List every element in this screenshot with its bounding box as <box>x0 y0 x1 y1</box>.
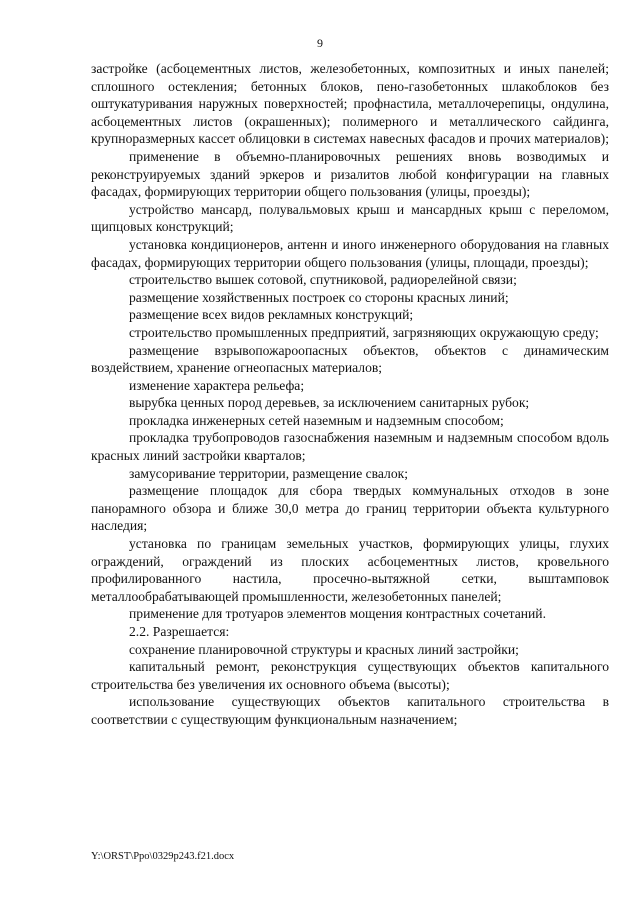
paragraph: строительство вышек сотовой, спутниковой, радиорелейной связи; <box>129 272 517 288</box>
paragraph: применение в объемно-планировочных решениях вновь возводимых и реконструируемых зданий эркеров и ризалитов любой конфигурации на главных фасадах, формирующих территории общего пользования (улицы, проезды); <box>91 148 609 200</box>
paragraph: размещение всех видов рекламных конструкций; <box>129 307 414 323</box>
paragraph: использование существующих объектов капитального строительства в соответствии с существующим функциональным назначением; <box>91 694 609 727</box>
document-body <box>91 60 609 729</box>
paragraph: сохранение планировочной структуры и красных линий застройки; <box>129 641 519 657</box>
paragraph: установка кондиционеров, антенн и иного инженерного оборудования на главных фасадах, формирующих территории общего пользования (улицы, площади, проезды); <box>91 236 609 270</box>
paragraph: вырубка ценных пород деревьев, за исключением санитарных рубок; <box>129 395 530 411</box>
paragraph: прокладка трубопроводов газоснабжения наземным и надземным способом вдоль красных линий застройки кварталов; <box>91 430 609 464</box>
paragraph: устройство мансард, полувальмовых крыш и мансардных крыш с переломом, щипцовых конструкций; <box>91 201 609 235</box>
paragraph: изменение характера рельефа; <box>129 377 305 393</box>
page-number: 9 <box>317 36 323 50</box>
paragraph: застройке (асбоцементных листов, железобетонных, композитных и иных панелей; сплошного остекления; бетонных блоков, пено-газобетонных шлакоблоков без оштукатуривания наружных поверхностей; профнастила, металлочерепицы, ондулина, асбоцементных листов (окрашенных); полимерного и металлического сайдинга, крупноразмерных кассет облицовки в системах навесных фасадов и прочих материалов); <box>91 61 609 147</box>
paragraph: установка по границам земельных участков, формирующих улицы, глухих ограждений, ограждений из плоских асбоцементных листов, кровельного профилированного настила, просечно-вытяжной сетки, выштамповок металлообрабатывающей промышленности, железобетонных панелей; <box>91 536 609 604</box>
paragraph: капитальный ремонт, реконструкция существующих объектов капитального строительства без увеличения их основного объема (высоты); <box>91 659 609 692</box>
paragraph: размещение площадок для сбора твердых коммунальных отходов в зоне панорамного обзора и ближе 30,0 метра до границ территории объекта культурного наследия; <box>91 483 609 534</box>
paragraph: прокладка инженерных сетей наземным и надземным способом; <box>129 412 504 428</box>
paragraph: строительство промышленных предприятий, загрязняющих окружающую среду; <box>129 324 599 340</box>
paragraph: замусоривание территории, размещение свалок; <box>129 465 409 481</box>
paragraph: применение для тротуаров элементов мощения контрастных сочетаний. <box>129 606 546 622</box>
paragraph: размещение взрывопожароопасных объектов, объектов с динамическим воздействием, хранение огнеопасных материалов; <box>91 342 609 376</box>
footer-file-path: Y:\ORST\Ppo\0329p243.f21.docx <box>91 851 235 862</box>
section-heading: 2.2. Разрешается: <box>129 624 230 639</box>
paragraph: размещение хозяйственных построек со стороны красных линий; <box>129 289 509 305</box>
